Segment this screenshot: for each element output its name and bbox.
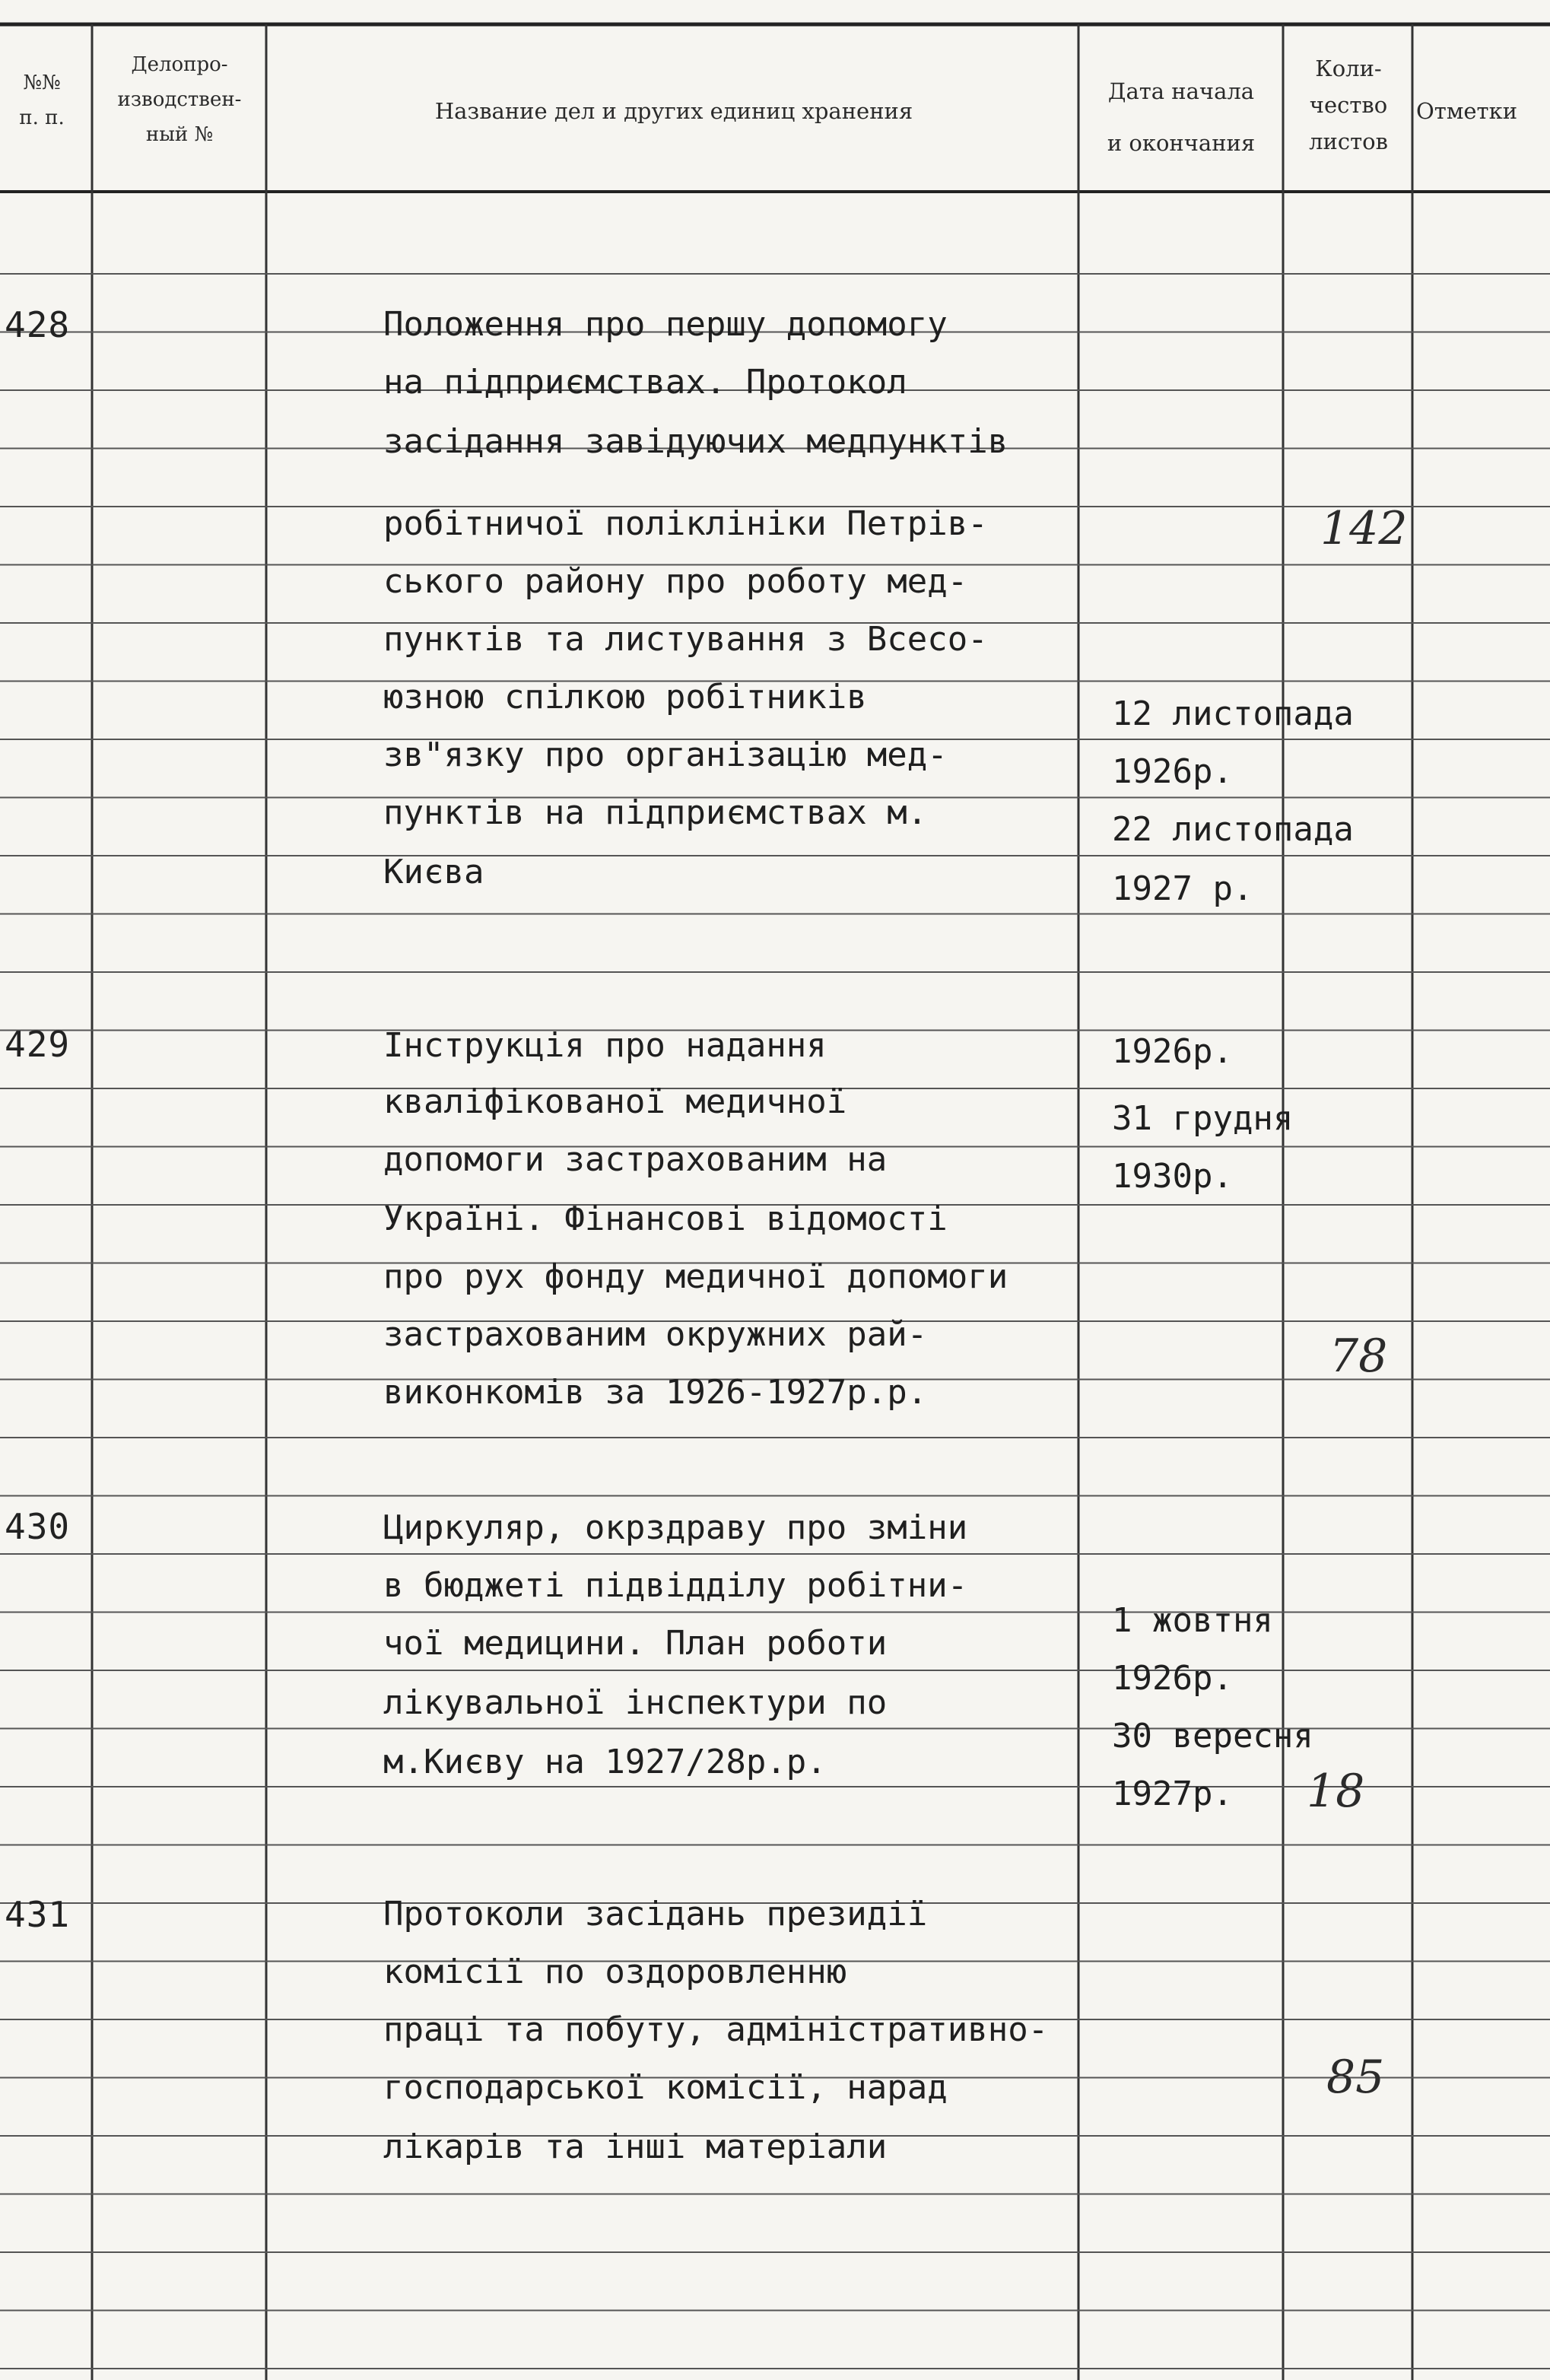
record-title-line: виконкомів за 1926-1927р.р. bbox=[383, 1373, 928, 1412]
record-title-line: Протоколи засідань президії bbox=[383, 1895, 928, 1934]
record-title-line: на підприємствах. Протокол bbox=[383, 363, 907, 402]
record-title-line: Положення про першу допомогу bbox=[383, 305, 948, 344]
header-col-sheets: Коли- чество листов bbox=[1309, 56, 1388, 154]
record-number: 431 bbox=[5, 1894, 71, 1935]
record-date-line: 1927р. bbox=[1112, 1775, 1233, 1813]
record-title-line: Циркуляр, окрздраву про зміни bbox=[383, 1508, 968, 1547]
record-title-line: праці та побуту, адміністративно- bbox=[383, 2010, 1049, 2049]
record-title-line: пунктів та листування з Всесо- bbox=[383, 620, 988, 659]
record-title-line: комісії по оздоровленню bbox=[383, 1953, 847, 1991]
record-title-line: юзною спілкою робітників bbox=[383, 678, 867, 717]
header-col-title: Название дел и других единиц хранения bbox=[434, 98, 913, 124]
record-title-line: пунктів на підприємствах м. bbox=[383, 793, 928, 832]
record-title-line: Інструкція про надання bbox=[383, 1026, 827, 1065]
record-title-line: Україні. Фінансові відомості bbox=[383, 1200, 948, 1238]
record-date-line: 1 жовтня bbox=[1112, 1601, 1273, 1640]
record-date-line: 1926р. bbox=[1112, 1032, 1233, 1071]
record-title-line: ського району про роботу мед- bbox=[383, 562, 968, 601]
record-title-line: робітничої поліклініки Петрів- bbox=[383, 504, 988, 543]
record-date-line: 1927 р. bbox=[1112, 869, 1253, 908]
record-date-line: 1926р. bbox=[1112, 1659, 1233, 1698]
record-date-line: 1930р. bbox=[1112, 1157, 1233, 1196]
record-title-line: лікарів та інші матеріали bbox=[383, 2127, 888, 2166]
record-title-line: в бюджеті підвідділу робітни- bbox=[383, 1566, 968, 1605]
record-title-line: Києва bbox=[383, 853, 484, 891]
record-number: 429 bbox=[5, 1024, 71, 1065]
record-title-line: лікувальної інспектури по bbox=[383, 1683, 888, 1722]
record-number: 428 bbox=[5, 304, 71, 345]
record-sheet-count: 85 bbox=[1326, 2051, 1385, 2104]
record-title-line: чої медицини. План роботи bbox=[383, 1624, 888, 1663]
record-date-line: 30 вересня bbox=[1112, 1717, 1313, 1756]
record-date-line: 22 листопада bbox=[1112, 810, 1354, 849]
record-title-line: засідання завідуючих медпунктів bbox=[383, 422, 1008, 461]
record-title-line: застрахованим окружних рай- bbox=[383, 1315, 928, 1354]
record-title-line: зв"язку про організацію мед- bbox=[383, 736, 948, 774]
header-col-dates: Дата начала и окончания bbox=[1107, 78, 1256, 156]
header-col-office-number: Делопро- изводствен- ный № bbox=[117, 53, 242, 146]
record-title-line: господарської комісії, нарад bbox=[383, 2068, 948, 2107]
record-sheet-count: 142 bbox=[1320, 502, 1408, 555]
record-title-line: кваліфікованої медичної bbox=[383, 1082, 847, 1121]
record-date-line: 31 грудня bbox=[1112, 1099, 1294, 1138]
record-date-line: 12 листопада bbox=[1112, 694, 1354, 733]
record-sheet-count: 18 bbox=[1307, 1765, 1365, 1818]
header-col-notes: Отметки bbox=[1416, 98, 1518, 124]
record-title-line: допомоги застрахованим на bbox=[383, 1140, 888, 1179]
record-title-line: про рух фонду медичної допомоги bbox=[383, 1257, 1008, 1296]
record-number: 430 bbox=[5, 1506, 71, 1547]
record-sheet-count: 78 bbox=[1329, 1330, 1388, 1383]
record-title-line: м.Києву на 1927/28р.р. bbox=[383, 1743, 827, 1781]
header-col-number: №№ п. п. bbox=[19, 71, 65, 129]
record-date-line: 1926р. bbox=[1112, 752, 1233, 791]
